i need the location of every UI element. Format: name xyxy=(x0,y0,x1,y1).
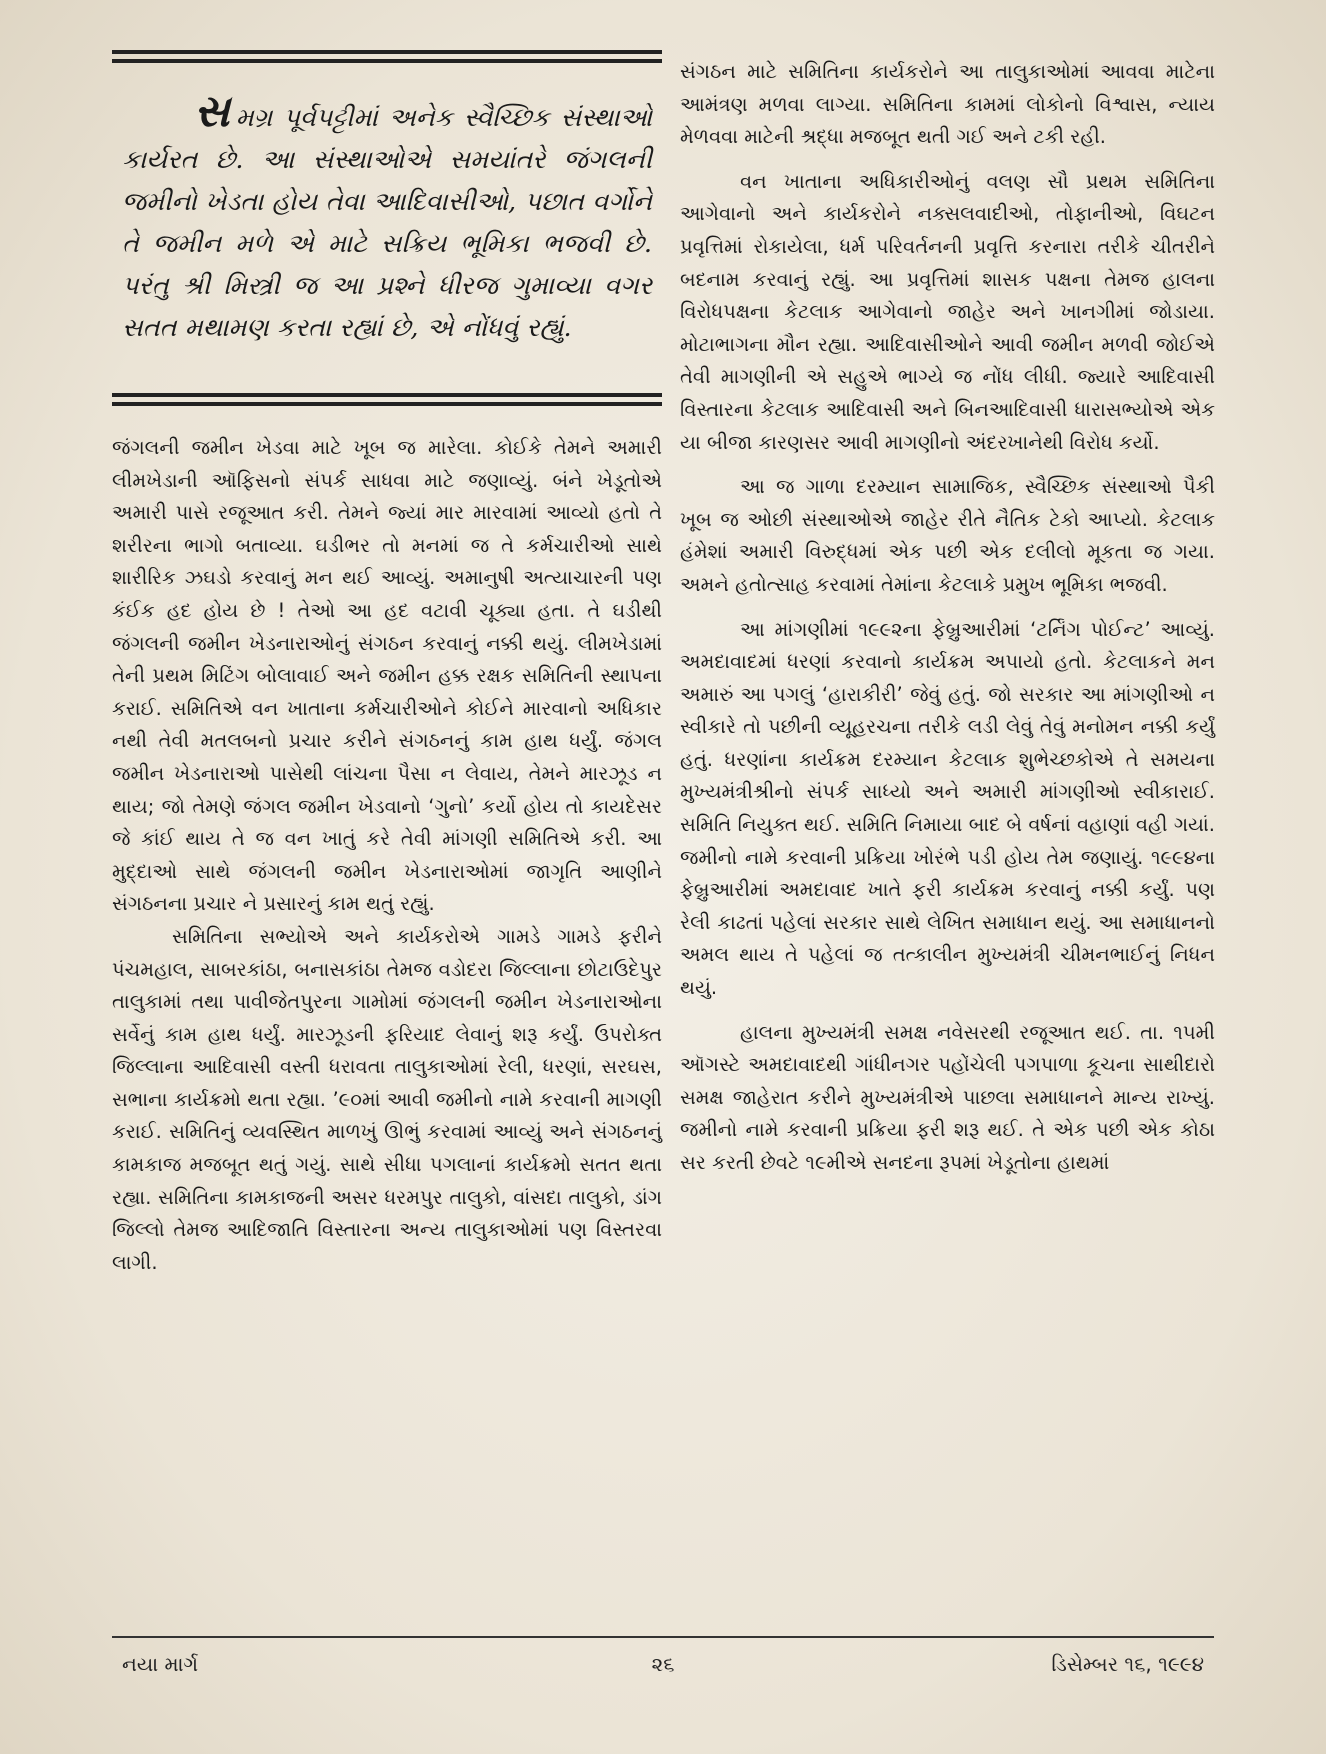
pullquote xyxy=(112,63,662,393)
right-paragraph-1: સંગઠન માટે સમિતિના કાર્યકરોને આ તાલુકાઓમાં આવવા માટેના આમંત્રણ મળવા લાગ્યા. સમિતિના કામમાં લોકોનો વિશ્વાસ, ન્યાય મેળવવા માટેની શ્રદ્ધા મજબૂત થતી ગઈ અને ટકી રહી. xyxy=(680,60,1215,149)
pullquote-bottom-rule xyxy=(112,393,662,406)
issue-date: ડિસેમ્બર ૧૬, ૧૯૯૪ xyxy=(1051,1652,1204,1676)
left-column xyxy=(112,46,662,1279)
left-paragraph-2: સમિતિના સભ્યોએ અને કાર્યકરોએ ગામડે ગામડે ફરીને પંચમહાલ, સાબરકાંઠા, બનાસકાંઠા તેમજ વડોદરા જિલ્લાના છોટાઉદેપુર તાલુકામાં તથા પાવીજેતપુરના ગામોમાં જંગલની જમીન ખેડનારાઓના સર્વેનું કામ હાથ ધર્યું. મારઝૂડની ફરિયાદ લેવાનું શરૂ કર્યું. ઉપરોક્ત જિલ્લાના આદિવાસી વસ્તી ધરાવતા તાલુકાઓમાં રેલી, ધરણાં, સરઘસ, સભાના કાર્યક્રમો થતા રહ્યા. ’૯૦માં આવી જમીનો નામે કરવાની માગણી કરાઈ. સમિતિનું વ્યવસ્થિત માળખું ઊભું કરવામાં આવ્યું અને સંગઠનનું કામકાજ મજબૂત થતું ગયું. સાથે સીધા પગલાનાં કાર્યક્રમો સતત થતા રહ્યા. સમિતિના કામકાજની અસર ધરમપુર તાલુકો, વાંસદા તાલુકો, ડાંગ જિલ્લો તેમજ આદિજાતિ વિસ્તારના અન્ય તાલુકાઓમાં પણ વિસ્તરવા લાગી. xyxy=(112,924,662,1274)
left-paragraph-1: જંગલની જમીન ખેડવા માટે ખૂબ જ મારેલા. કોઈકે તેમને અમારી લીમખેડાની ઑફિસનો સંપર્ક સાધવા માટે જણાવ્યું. બંને ખેડૂતોએ અમારી પાસે રજૂઆત કરી. તેમને જ્યાં માર મારવામાં આવ્યો હતો તે શરીરના ભાગો બતાવ્યા. ઘડીભર તો મનમાં જ તે કર્મચારીઓ સાથે શારીરિક ઝઘડો કરવાનું મન થઈ આવ્યું. અમાનુષી અત્યાચારની પણ કંઈક હદ હોય છે ! તેઓ આ હદ વટાવી ચૂક્યા હતા. તે ઘડીથી જંગલની જમીન ખેડનારાઓનું સંગઠન કરવાનું નક્કી થયું. લીમખેડામાં તેની પ્રથમ મિટિંગ બોલાવાઈ અને જમીન હક્ક રક્ષક સમિતિની સ્થાપના કરાઈ. સમિતિએ વન ખાતાના કર્મચારીઓને કોઈને મારવાનો અધિકાર નથી તેવી મતલબનો પ્રચાર કરીને સંગઠનનું કામ હાથ ધર્યું. જંગલ જમીન ખેડનારાઓ પાસેથી લાંચના પૈસા ન લેવાય, તેમને મારઝૂડ ન થાય; જો તેમણે જંગલ જમીન ખેડવાનો ‘ગુનો’ કર્યો હોય તો કાયદેસર જે કાંઈ થાય તે જ વન ખાતું કરે તેવી માંગણી સમિતિએ કરી. આ મુદ્દાઓ સાથે જંગલની જમીન ખેડનારાઓમાં જાગૃતિ આણીને સંગઠનના પ્રચાર ને પ્રસારનું કામ થતું રહ્યું. xyxy=(112,436,662,916)
page-number: ૨૬ xyxy=(651,1652,675,1676)
right-paragraph-5: હાલના મુખ્યમંત્રી સમક્ષ નવેસરથી રજૂઆત થઈ. તા. ૧૫મી ઑગસ્ટે અમદાવાદથી ગાંધીનગર પહોંચેલી પગપાળા કૂચના સાથીદારો સમક્ષ જાહેરાત કરીને મુખ્યમંત્રીએ પાછલા સમાધાનને માન્ય રાખ્યું. જમીનો નામે કરવાની પ્રક્રિયા ફરી શરૂ થઈ. તે એક પછી એક કોઠા સર કરતી છેવટે ૧૯મીએ સનદના રૂપમાં ખેડૂતોના હાથમાં xyxy=(680,1020,1215,1174)
pullquote-top-rule xyxy=(112,50,662,63)
pullquote-text: મગ્ર પૂર્વપટ્ટીમાં અનેક સ્વૈચ્છિક સંસ્થાઓ કાર્યરત છે. આ સંસ્થાઓએ સમયાંતરે જંગલની જમીનો ખેડતા હોય તેવા આદિવાસીઓ, પછાત વર્ગોને તે જમીન મળે એ માટે સક્રિય ભૂમિકા ભજવી છે. પરંતુ શ્રી મિસ્ત્રી જ આ પ્રશ્ને ધીરજ ગુમાવ્યા વગર સતત મથામણ કરતા રહ્યાં છે, એ નોંધવું રહ્યું. xyxy=(122,103,652,343)
right-paragraph-2: વન ખાતાના અધિકારીઓનું વલણ સૌ પ્રથમ સમિતિના આગેવાનો અને કાર્યકરોને નક્સલવાદીઓ, તોફાનીઓ, વિઘટન પ્રવૃત્તિમાં રોકાયેલા, ધર્મ પરિવર્તનની પ્રવૃત્તિ કરનારા તરીકે ચીતરીને બદનામ કરવાનું રહ્યું. આ પ્રવૃત્તિમાં શાસક પક્ષના તેમજ હાલના વિરોધપક્ષના કેટલાક આગેવાનો જાહેર અને ખાનગીમાં જોડાયા. મોટાભાગના મૌન રહ્યા. આદિવાસીઓને આવી જમીન મળવી જોઈએ તેવી માગણીની એ સહુએ ભાગ્યે જ નોંધ લીધી. જ્યારે આદિવાસી વિસ્તારના કેટલાક આદિવાસી અને બિનઆદિવાસી ધારાસભ્યોએ એક યા બીજા કારણસર આવી માગણીનો અંદરખાનેથી વિરોધ કર્યો. xyxy=(680,169,1215,454)
right-column xyxy=(680,56,1215,1180)
right-paragraph-3: આ જ ગાળા દરમ્યાન સામાજિક, સ્વૈચ્છિક સંસ્થાઓ પૈકી ખૂબ જ ઓછી સંસ્થાઓએ જાહેર રીતે નૈતિક ટેકો આપ્યો. કેટલાક હંમેશાં અમારી વિરુદ્ધમાં એક પછી એક દલીલો મૂકતા જ ગયા. અમને હતોત્સાહ કરવામાં તેમાંના કેટલાકે પ્રમુખ ભૂમિકા ભજવી. xyxy=(680,475,1215,596)
pullquote-dropcap: સ xyxy=(194,86,230,137)
publication-name: નયા માર્ગ xyxy=(122,1652,199,1676)
right-paragraph-4: આ માંગણીમાં ૧૯૯૨ના ફેબ્રુઆરીમાં ‘ટર્નિંગ પોઈન્ટ’ આવ્યું. અમદાવાદમાં ધરણાં કરવાનો કાર્યક્રમ અપાયો હતો. કેટલાકને મન અમારું આ પગલું ‘હારાકીરી’ જેવું હતું. જો સરકાર આ માંગણીઓ ન સ્વીકારે તો પછીની વ્યૂહરચના તરીકે લડી લેવું તેવું મનોમન નક્કી કર્યું હતું. ધરણાંના કાર્યક્રમ દરમ્યાન કેટલાક શુભેચ્છકોએ તે સમયના મુખ્યમંત્રીશ્રીનો સંપર્ક સાધ્યો અને અમારી માંગણીઓ સ્વીકારાઈ. સમિતિ નિયુક્ત થઈ. સમિતિ નિમાયા બાદ બે વર્ષનાં વહાણાં વહી ગયાં. જમીનો નામે કરવાની પ્રક્રિયા ખોરંભે પડી હોય તેમ જણાયું. ૧૯૯૪ના ફેબ્રુઆરીમાં અમદાવાદ ખાતે ફરી કાર્યક્રમ કરવાનું નક્કી કર્યું. પણ રેલી કાઢતાં પહેલાં સરકાર સાથે લેખિત સમાધાન થયું. આ સમાધાનનો અમલ થાય તે પહેલાં જ તત્કાલીન મુખ્યમંત્રી ચીમનભાઈનું નિધન થયું. xyxy=(680,617,1215,1000)
footer-rule xyxy=(112,1636,1214,1638)
